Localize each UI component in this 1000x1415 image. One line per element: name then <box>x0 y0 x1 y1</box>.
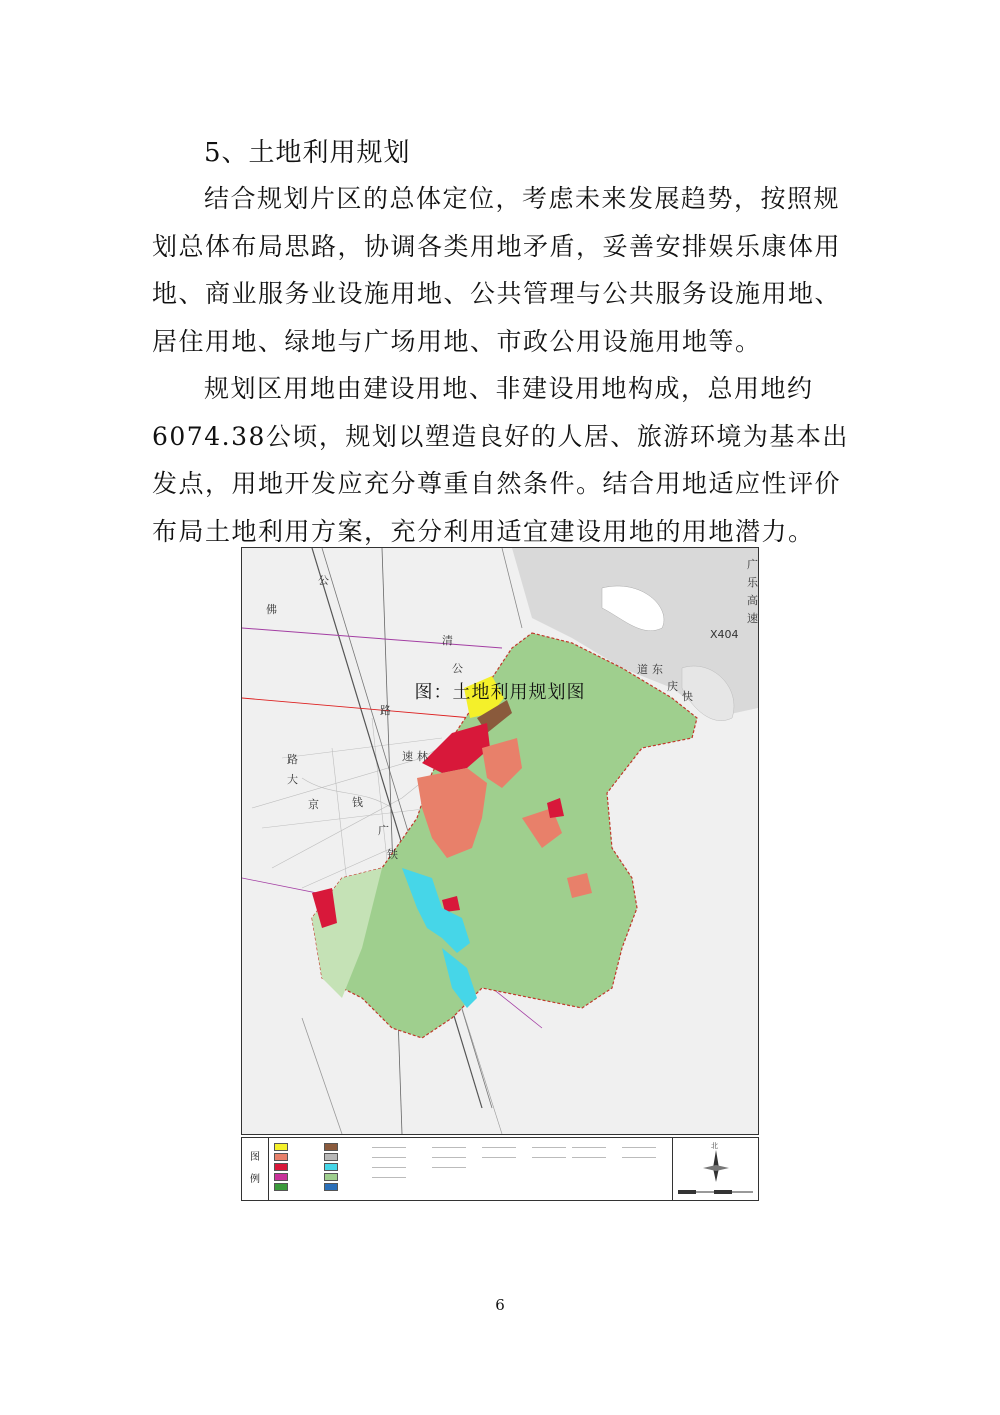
paragraph-land-use-overview: 结合规划片区的总体定位，考虑未来发展趋势，按照规划总体布局思路，协调各类用地矛盾，妥善安排娱乐康体用地、商业服务业设施用地、公共管理与公共服务设施用地、居住用地、绿地与广场用地、市政公用设施用地等。 <box>152 184 842 356</box>
legend-swatch-red <box>274 1163 288 1171</box>
figure-caption: 图：土地利用规划图 <box>414 682 586 703</box>
legend-line-15 <box>622 1157 656 1158</box>
map-label-11: 广 <box>378 824 389 837</box>
legend-swatch-brown <box>324 1143 338 1151</box>
map-drawing <box>242 548 758 1134</box>
map-label-5: 清 <box>442 634 453 647</box>
map-label-10: 京 <box>308 798 319 811</box>
compass-north-label: 北 <box>711 1142 718 1150</box>
legend-line-1 <box>372 1147 406 1148</box>
map-label-20: 林 <box>417 750 428 763</box>
legend-title-char-2: 例 <box>250 1174 260 1185</box>
compass-rose-icon <box>673 1138 759 1200</box>
map-label-17: 庆 <box>667 680 678 693</box>
map-legend <box>241 1137 759 1201</box>
legend-line-5 <box>432 1147 466 1148</box>
legend-line-3 <box>372 1167 406 1168</box>
map-label-12: 铁 <box>387 848 398 861</box>
legend-line-12 <box>572 1147 606 1148</box>
legend-swatch-blue <box>324 1183 338 1191</box>
land-use-map <box>241 547 759 1135</box>
map-label-9: 钱 <box>352 796 363 809</box>
map-label-18: 快 <box>682 690 693 703</box>
legend-line-9 <box>482 1157 516 1158</box>
legend-line-14 <box>622 1147 656 1148</box>
map-label-3: 速 <box>747 612 758 625</box>
legend-swatch-salmon <box>274 1153 288 1161</box>
map-label-15: 道 <box>637 663 648 676</box>
legend-line-4 <box>372 1177 406 1178</box>
compass-and-scale <box>672 1138 759 1200</box>
legend-swatch-cyan <box>324 1163 338 1171</box>
legend-swatches <box>272 1141 668 1197</box>
map-label-0: 广 <box>747 558 758 571</box>
paragraph-land-composition: 规划区用地由建设用地、非建设用地构成，总用地约6074.38公顷，规划以塑造良好的人居、旅游环境为基本出发点，用地开发应充分尊重自然条件。结合用地适应性评价布局土地利用方案，充分利用适宜建设用地的用地潜力。 <box>152 374 849 546</box>
map-label-6: 佛 <box>266 603 277 616</box>
section-heading: 5、土地利用规划 <box>204 138 411 168</box>
map-label-19: 速 <box>402 750 413 763</box>
legend-swatch-lightgreen <box>324 1173 338 1181</box>
map-label-7: 公 <box>452 662 463 675</box>
legend-line-7 <box>432 1167 466 1168</box>
map-label-14: 大 <box>287 773 298 786</box>
map-label-13: 路 <box>287 753 298 766</box>
legend-line-10 <box>532 1147 566 1148</box>
legend-swatch-grey <box>324 1153 338 1161</box>
page-number: 6 <box>495 1296 505 1314</box>
land-use-plan-figure <box>241 547 759 1201</box>
legend-line-2 <box>372 1157 406 1158</box>
legend-line-6 <box>432 1157 466 1158</box>
legend-title <box>242 1138 269 1200</box>
legend-line-8 <box>482 1147 516 1148</box>
legend-line-11 <box>532 1157 566 1158</box>
legend-swatch-yellow <box>274 1143 288 1151</box>
legend-swatch-magenta <box>274 1173 288 1181</box>
map-label-8: 路 <box>380 704 391 717</box>
map-label-4: 公 <box>318 574 329 587</box>
map-label-16: 东 <box>652 663 663 676</box>
legend-swatch-green <box>274 1183 288 1191</box>
legend-title-char-1: 图 <box>250 1152 260 1163</box>
map-label-1: 乐 <box>747 576 758 589</box>
map-label-x404: X404 <box>710 628 739 641</box>
legend-line-13 <box>572 1157 606 1158</box>
map-label-2: 高 <box>747 594 758 607</box>
